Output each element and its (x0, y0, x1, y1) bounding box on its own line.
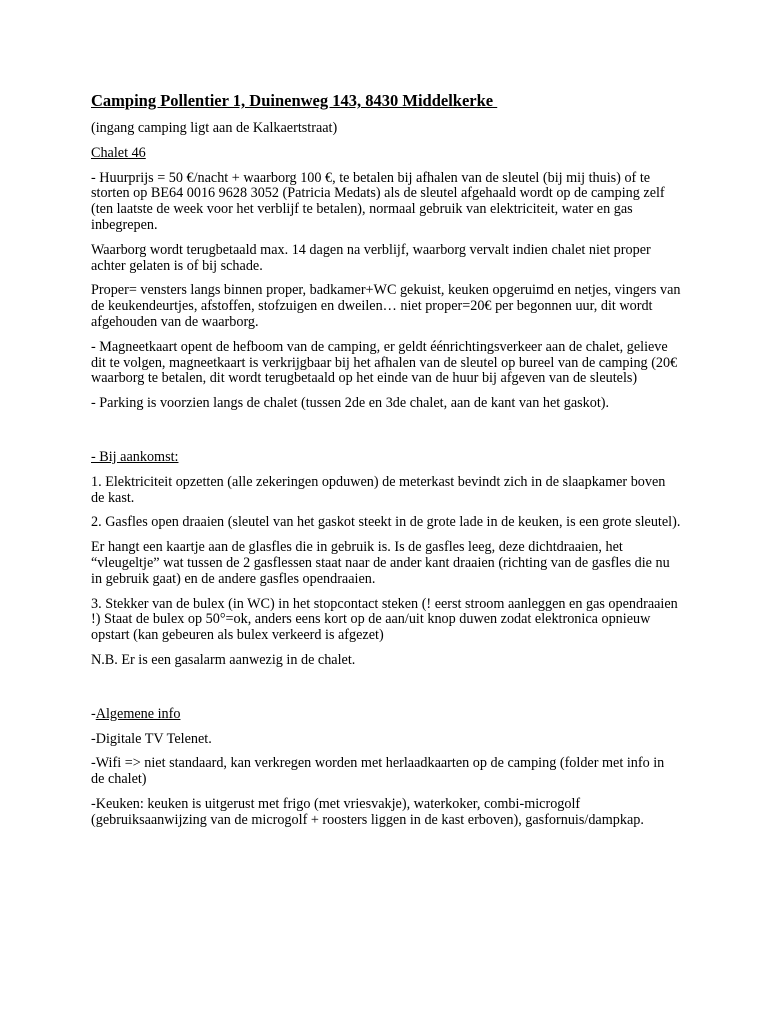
arrival-item-gas-alarm: N.B. Er is een gasalarm aanwezig in de chalet. (91, 651, 356, 668)
document-page (91, 90, 681, 838)
document-title: Camping Pollentier 1, Duinenweg 143, 8430 Middelkerke (91, 91, 498, 110)
general-item-tv: -Digitale TV Telenet. (91, 730, 212, 747)
paragraph-parking: - Parking is voorzien langs de chalet (tussen 2de en 3de chalet, aan de kant van het gaskot). (91, 395, 610, 412)
general-heading-prefix: - (91, 705, 96, 722)
arrival-item-bulex: 3. Stekker van de bulex (in WC) in het stopcontact steken (! eerst stroom aanleggen en gas opendraaien !) Staat de bulex op 50°=ok, anders eens kort op de aan/uit knop duwen zodat elektronica opnieuw opstart (kan gebeuren als bulex verkeerd is afgezet) (91, 595, 678, 644)
general-item-wifi: -Wifi => niet standaard, kan verkregen worden met herlaadkaarten op de camping (folder met info in de chalet) (91, 755, 665, 788)
arrival-item-electricity: 1. Elektriciteit opzetten (alle zekeringen opduwen) de meterkast bevindt zich in de slaapkamer boven de kast. (91, 473, 666, 506)
paragraph-cleanliness: Proper= vensters langs binnen proper, badkamer+WC gekuist, keuken opgeruimd en netjes, vingers van de keukendeurtjes, afstoffen, stofzuigen en dweilen… niet proper=20€ per begonnen uur, dit wordt afgehouden van de waarborg. (91, 282, 681, 330)
paragraph-rental-price: - Huurprijs = 50 €/nacht + waarborg 100 €, te betalen bij afhalen van de sleutel (bij mij thuis) of te storten op BE64 0016 9628 3052 (Patricia Medats) als de sleutel afgehaald wordt op de camping zelf (ten laatste de week voor het verblijf te betalen), normaal gebruik van elektriciteit, water en gas inbegrepen. (91, 169, 665, 233)
arrival-heading: - Bij aankomst: (91, 448, 179, 465)
entrance-note: (ingang camping ligt aan de Kalkaertstraat) (91, 120, 338, 136)
arrival-item-gas-bottle: 2. Gasfles open draaien (sleutel van het gaskot steekt in de grote lade in de keuken, is een grote sleutel). (91, 514, 681, 531)
chalet-label: Chalet 46 (91, 144, 146, 161)
paragraph-deposit: Waarborg wordt terugbetaald max. 14 dagen na verblijf, waarborg vervalt indien chalet niet proper achter gelaten is of bij schade. (91, 241, 651, 274)
general-heading-line (91, 707, 681, 723)
paragraph-magnet-card: - Magneetkaart opent de hefboom van de camping, er geldt éénrichtingsverkeer aan de chalet, gelieve dit te volgen, magneetkaart is verkrijgbaar bij het afhalen van de sleutel op bureel van de camping (20€ waarborg te betalen, dit wordt terugbetaald op het einde van de huur bij afgeven van de sleutels) (91, 338, 678, 387)
arrival-item-gas-card: Er hangt een kaartje aan de glasfles die in gebruik is. Is de gasfles leeg, deze dichtdraaien, het “vleugeltje” wat tussen de 2 gasflessen staat naar de ander kant draaien (richting van de gasfles die nu in gebruik gaat) en de andere gasfles opendraaien. (91, 539, 670, 587)
general-item-kitchen: -Keuken: keuken is uitgerust met frigo (met vriesvakje), waterkoker, combi-microgolf (gebruiksaanwijzing van de microgolf + roosters liggen in de kast erboven), gasfornuis/dampkap. (91, 795, 644, 828)
general-heading: Algemene info (95, 705, 181, 722)
